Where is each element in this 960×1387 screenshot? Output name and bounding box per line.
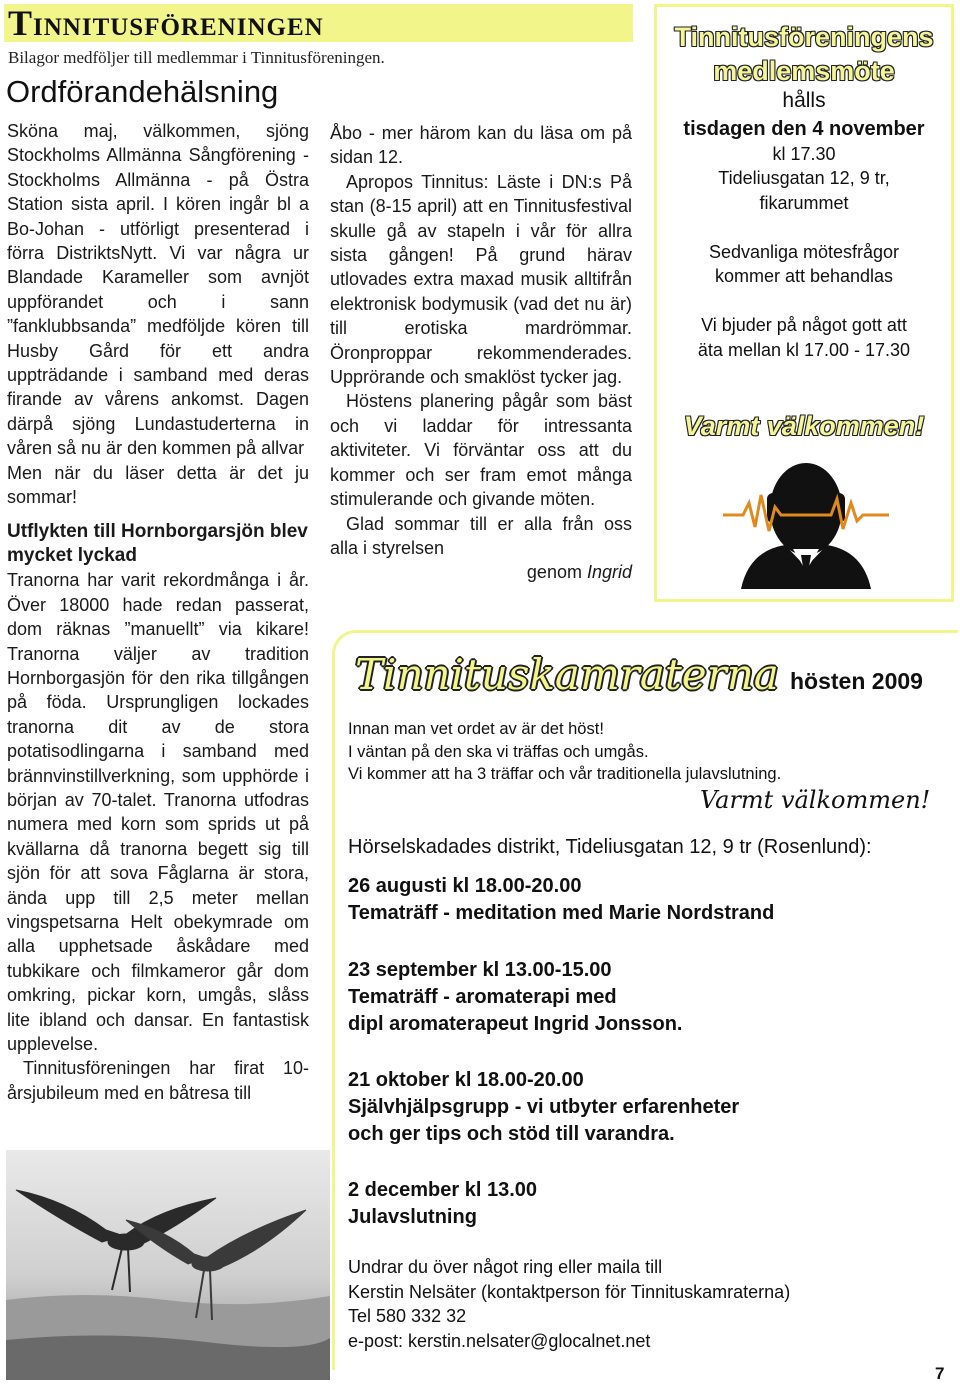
paragraph: Tranorna har varit rekordmånga i år. Över 18000 hade redan passerat, dom räknas ”manuellt” via kikare! Tranorna väljer av tradition Hornborgasjön för den rika tillgången på föda. Ursprungligen lockades tranorna dit av de stora potatisodlingarna i samband med brännvinstillverkning, som upphörde i början av 70-talet. Tranorna utfodras numera med korn som sprids ut på kvällarna då tranorna begett sig till sjön för att sova Fåglarna är stora, ända upp till 2,5 meter mellan vingspetsarna Helt obekymrade om alla upphetsade åskådare med tubkikare och filmkameror går dom omkring, pickar korn, umgås, slåss lite ibland och dansar. En fantastisk upplevelse. [7,570,309,1055]
kamraterna-intro [348,718,781,786]
section-title: Ordförandehälsning [6,74,279,109]
contact-line: Undrar du över något ring eller maila till [348,1257,663,1277]
meeting-title-line-1: Tinnitusföreningens [674,22,934,52]
kamraterna-season: hösten 2009 [790,668,923,694]
paragraph: Glad sommar till er alla från oss alla i styrelsen [330,513,632,558]
event-line: och ger tips och stöd till varandra. [348,1123,675,1145]
intro-line: Innan man vet ordet av är det höst! [348,720,604,738]
paragraph: Men när du läser detta är det ju sommar! [7,462,309,508]
meeting-address-2: fikarummet [759,193,849,213]
event-date: 2 december kl 13.00 [348,1179,538,1201]
paragraph: Sköna maj, välkommen, sjöng Stockholms Allmänna Sångförening - Stockholms Allmänna - på Östra Station sista april. I kören ingår bl a Bo-Johan - utförligt presenterad i förra DistriktsNytt. Vi var några ur Blandade Karameller som avnjöt uppförandet och i sann ”fanklubbsanda” medföljde kören till Husby Gård för ett andra uppträdande i samband med deras firande av vårens ankomst. Dagen därpå sjöng Lundastuderterna in våren så nu är den kommen på allvar [7,121,309,459]
event-date: 23 september kl 13.00-15.00 [348,959,612,981]
intro-line: I väntan på den ska vi träffas och umgås. [348,742,649,761]
intro-line: Vi kommer att ha 3 träffar och vår traditionella julavslutning. [348,765,782,783]
event-3 [348,1067,739,1148]
contact-line: Kerstin Nelsäter (kontaktperson för Tinnituskamraterna) [348,1281,791,1302]
kamraterna-title: Tinnituskamraterna [355,650,779,699]
meeting-address-1: Tideliusgatan 12, 9 tr, [718,168,890,188]
event-line: Tematräff - meditation med Marie Nordstrand [348,902,775,924]
event-1 [348,873,774,927]
contact-phone: Tel 580 332 32 [348,1306,467,1327]
column-left [7,119,309,1105]
column-middle [330,121,632,585]
kamraterna-contact [348,1255,790,1353]
meeting-date: tisdagen den 4 november [683,118,925,140]
meeting-offer-2: äta mellan kl 17.00 - 17.30 [697,340,911,360]
event-line: Tematräff - aromaterapi med [348,986,617,1008]
paragraph: Tinnitusföreningen har firat 10-årsjubileum med en båtresa till [7,1058,309,1103]
kamraterna-place: Hörselskadades distrikt, Tideliusgatan 12, 9 tr (Rosenlund): [348,836,872,858]
kamraterna-welcome: Varmt välkommen! [700,786,931,814]
masthead: Tinnitusföreningen [8,3,324,43]
meeting-time: kl 17.30 [772,144,836,164]
meeting-title-line-2: medlemsmöte [713,56,895,86]
contact-email: e-post: kerstin.nelsater@glocalnet.net [348,1330,651,1351]
event-line: Julavslutning [348,1206,477,1228]
meeting-note-2: kommer att behandlas [714,266,894,286]
paragraph: Apropos Tinnitus: Läste i DN:s På stan (8-15 april) att en Tinnitusfestival skulle gå av stapeln i vår för allra sista gången! På grund härav utlovades extra maxad musik alltifrån elektronisk bodymusik (vad det nu är) till erotiska mardrömmar. Öronproppar rekommenderades. Upprörande och smaklöst tycker jag. [330,171,632,388]
event-2 [348,957,683,1038]
event-4 [348,1177,537,1231]
event-date: 26 augusti kl 18.00-20.00 [348,875,582,897]
meeting-note-1: Sedvanliga mötesfrågor [708,242,900,262]
signature-name: Ingrid [586,562,632,583]
tinnitus-head-illustration [723,459,889,589]
paragraph: Höstens planering pågår som bäst och vi laddar för intressanta aktiviteter. Vi förväntar oss att du kommer och ser fram emot många stimulerande och givande möten. [330,391,632,510]
page-number: 7 [935,1364,945,1383]
event-line: Självhjälpsgrupp - vi utbyter erfarenheter [348,1096,740,1118]
meeting-offer-1: Vi bjuder på något gott att [701,315,907,335]
subheading-trip: Utflykten till Hornborgarsjön blev mycket lyckad [7,520,308,566]
header-subtitle: Bilagor medföljer till medlemmar i Tinnitusföreningen. [8,48,385,67]
cranes-photo [6,1150,330,1380]
signature-prefix: genom [526,562,587,583]
meeting-welcome: Varmt välkommen! [683,411,925,441]
event-date: 21 oktober kl 18.00-20.00 [348,1069,584,1091]
meeting-box [654,4,954,602]
meeting-held: hålls [782,89,826,112]
paragraph: Åbo - mer härom kan du läsa om på sidan 12. [330,123,632,168]
signature [330,560,632,584]
event-line: dipl aromaterapeut Ingrid Jonsson. [348,1013,683,1035]
